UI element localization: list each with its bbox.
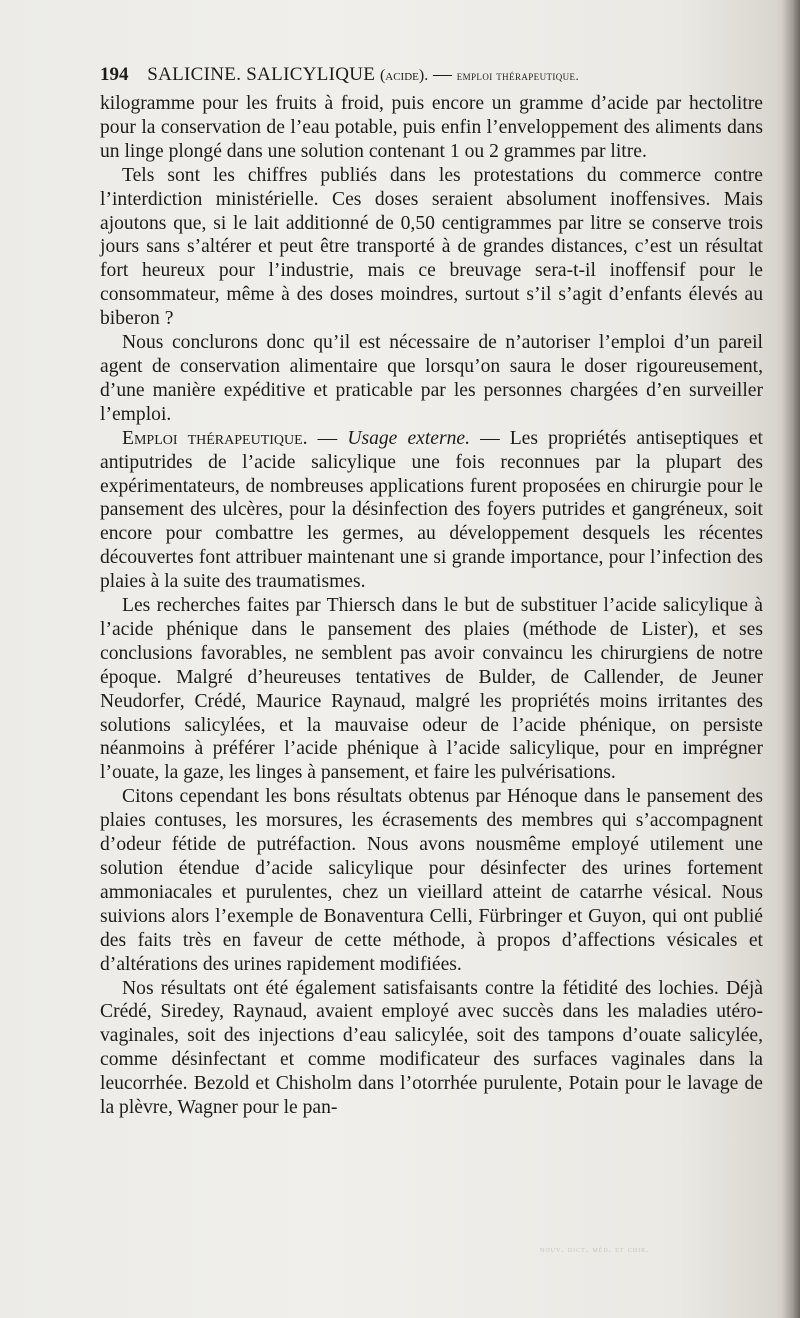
section-heading: Emploi thérapeutique.	[122, 427, 308, 449]
running-header	[100, 60, 760, 90]
header-subtitle: emploi thérapeutique.	[456, 68, 580, 83]
section-dash: —	[317, 427, 338, 449]
section-dash-2: —	[480, 427, 500, 449]
paragraph-3: Nous conclurons donc qu’il est nécessaire de n’autoriser l’emploi d’un pareil agent de conservation alimentaire que lorsqu’on saura le doser rigoureusement, d’une manière expéditive et praticable par les personnes chargées d’en surveiller l’emploi.	[100, 332, 763, 425]
header-title: SALICINE. SALICYLIQUE	[147, 64, 376, 85]
header-dash: —	[432, 64, 452, 85]
paragraph-7: Nos résultats ont été également satisfaisants contre la fétidité des lochies. Déjà Crédé, Siredey, Raynaud, avaient employé avec succès dans les maladies utéro-vaginales, soit des injections d’eau salicylée, soit des tampons d’ouate salicylée, comme désinfectant et comme modificateur des surfaces vaginales dans la leucorrhée. Bezold et Chisholm dans l’otorrhée purulente, Potain pour le lavage de la plèvre, Wagner pour le pan-	[100, 977, 763, 1119]
page-number: 194	[100, 64, 129, 85]
paragraph-1: kilogramme pour les fruits à froid, puis encore un gramme d’acide par hectolitre pour la conservation de l’eau potable, puis enfin l’enveloppement des aliments dans un linge plongé dans une solution contenant 1 ou 2 grammes par litre.	[100, 93, 763, 162]
body-text	[100, 92, 763, 1120]
header-title-paren: (acide).	[379, 67, 429, 84]
section-subheading: Usage externe.	[347, 427, 470, 449]
section-paragraph	[100, 427, 763, 594]
paragraph-5: Les recherches faites par Thiersch dans le but de substituer l’acide salicylique à l’acide phénique dans le pansement des plaies (méthode de Lister), et ses conclusions favorables, ne semblent pas avoir convaincu les chirurgiens de notre époque. Malgré d’heureuses tentatives de Bulder, de Callender, de Jeuner Neudorfer, Crédé, Maurice Raynaud, malgré les propriétés moins irritantes des solutions salicylées, et la mauvaise odeur de l’acide phénique, on persiste néanmoins à préférer l’acide phénique à l’acide salicylique, pour en imprégner l’ouate, la gaze, les linges à pansement, et faire les pulvérisations.	[100, 595, 763, 784]
page-spine-shadow	[782, 0, 800, 1318]
section-first-text: Les propriétés antiseptiques et antiputrides de l’acide salicylique une fois reconnues par la plupart des expérimentateurs, de nombreuses applications furent proposées en chirurgie pour le pansement des ulcères, pour la désinfection des foyers putrides et gangréneux, soit encore pour combattre les germes, au développement desquels les récentes découvertes font attribuer maintenant une si grande importance, pour l’infection des plaies à la suite des traumatismes.	[100, 427, 763, 593]
footer-signature: nouv. dict. méd. et chir.	[540, 1244, 650, 1254]
paragraph-6: Citons cependant les bons résultats obtenus par Hénoque dans le pansement des plaies contuses, les morsures, les écrasements des membres qui s’accompagnent d’odeur fétide de putréfaction. Nous avons nousmême employé utilement une solution étendue d’acide salicylique pour désinfecter des urines fortement ammoniacales et purulentes, chez un vieillard atteint de catarrhe vésical. Nous suivions alors l’exemple de Bonaventura Celli, Fürbringer et Guyon, qui ont publié des faits très en faveur de cette méthode, à propos d’affections vésicales et d’altérations des urines rapidement modifiées.	[100, 786, 763, 975]
paragraph-2: Tels sont les chiffres publiés dans les protestations du commerce contre l’interdiction ministérielle. Ces doses seraient absolument inoffensives. Mais ajoutons que, si le lait additionné de 0,50 centigrammes par litre se conserve trois jours sans s’altérer et peut être transporté à de grandes distances, c’est un résultat fort heureux pour l’industrie, mais ce breuvage sera-t-il inoffensif pour le consommateur, même à des doses moindres, surtout s’il s’agit d’enfants élevés au biberon ?	[100, 164, 763, 330]
